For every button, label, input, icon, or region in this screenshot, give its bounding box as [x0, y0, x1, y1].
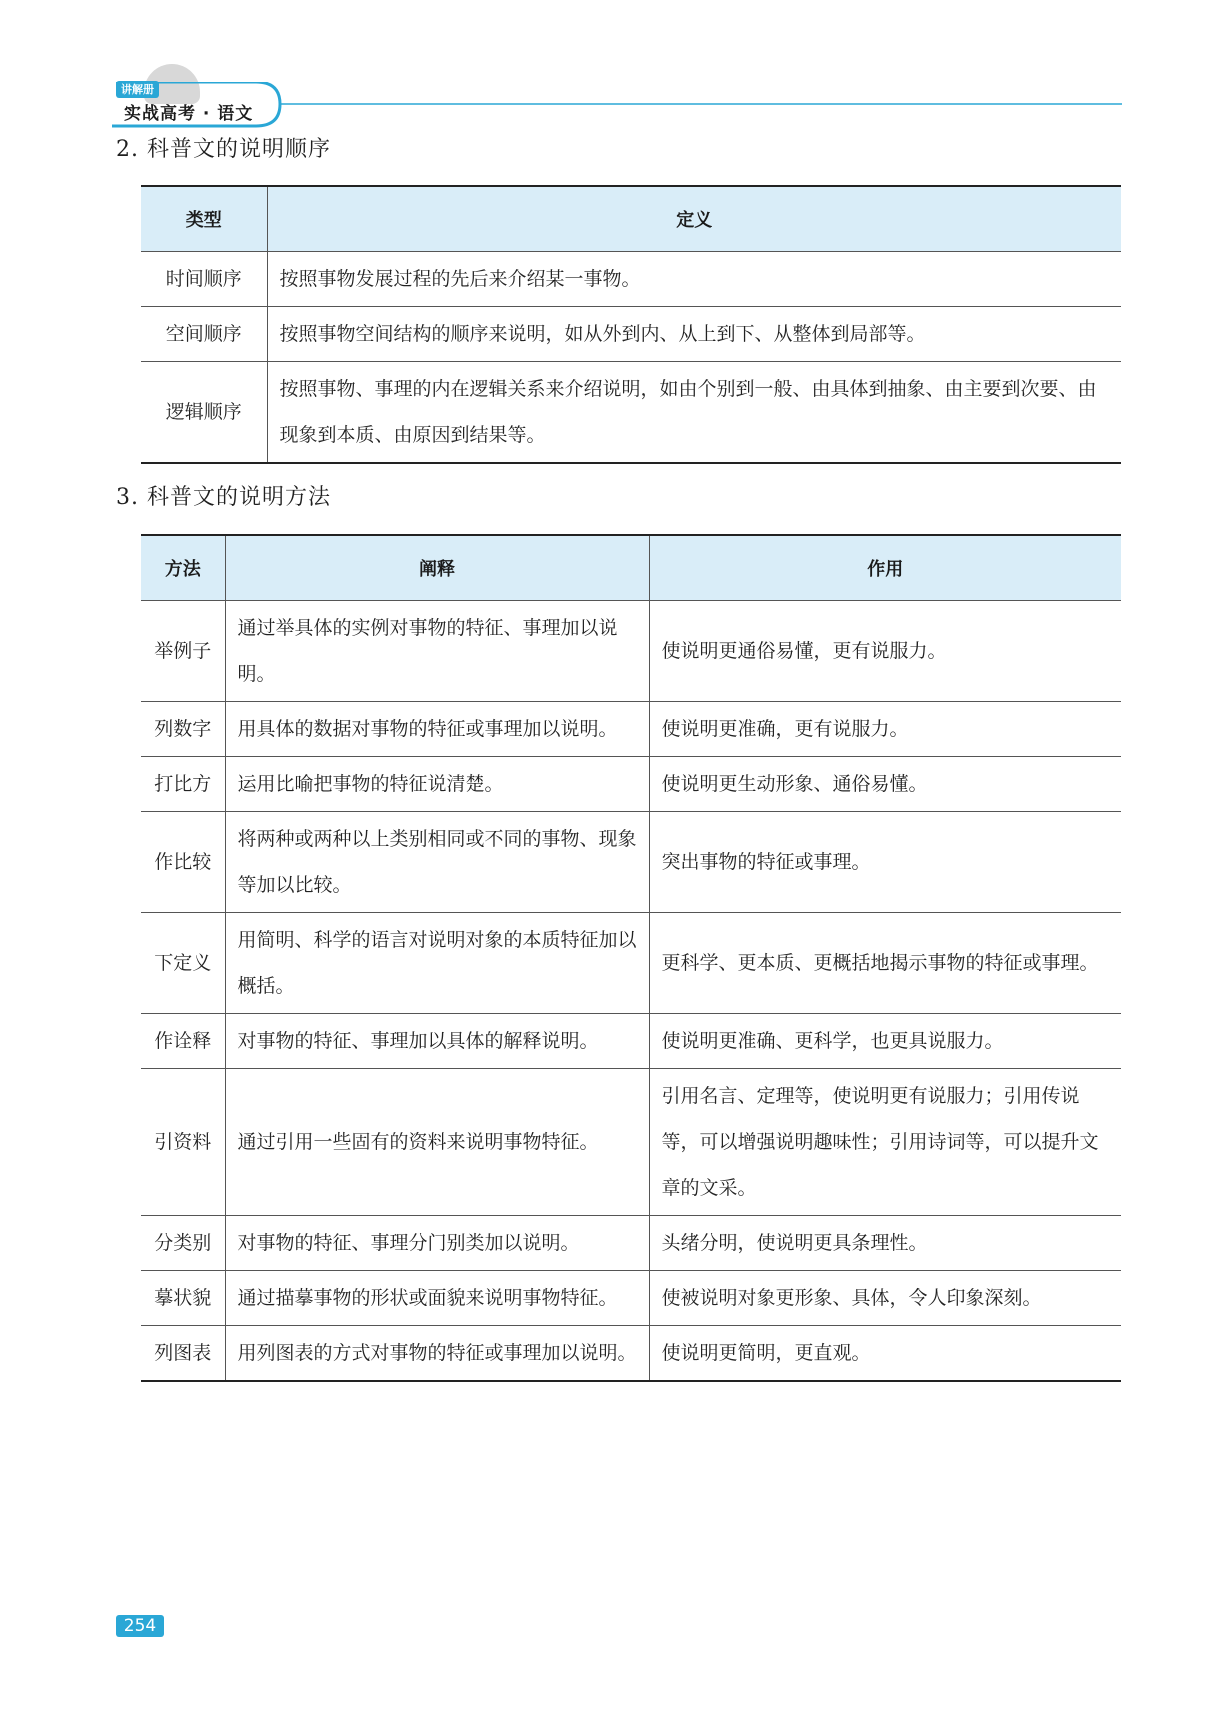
method-name-cell: 作比较: [141, 812, 225, 913]
column-header-effect: 作用: [649, 535, 1121, 601]
method-effect-cell: 使说明更简明，更直观。: [649, 1326, 1121, 1382]
column-header-type: 类型: [141, 186, 267, 252]
page-number: 254: [116, 1615, 164, 1637]
table-row: [141, 812, 1121, 913]
table-row: [141, 1326, 1121, 1382]
table-row: [141, 702, 1121, 757]
section-heading-methods: 3. 科普文的说明方法: [116, 485, 331, 510]
method-explanation-cell: 通过引用一些固有的资料来说明事物特征。: [225, 1069, 649, 1216]
method-name-cell: 举例子: [141, 601, 225, 702]
method-explanation-cell: 对事物的特征、事理加以具体的解释说明。: [225, 1014, 649, 1069]
explanation-order-table: [141, 185, 1121, 464]
table-row: [141, 362, 1121, 464]
order-type-cell: 空间顺序: [141, 307, 267, 362]
table-row: [141, 601, 1121, 702]
method-explanation-cell: 将两种或两种以上类别相同或不同的事物、现象等加以比较。: [225, 812, 649, 913]
column-header-explanation: 阐释: [225, 535, 649, 601]
method-effect-cell: 使被说明对象更形象、具体，令人印象深刻。: [649, 1271, 1121, 1326]
table-row: [141, 757, 1121, 812]
order-type-cell: 时间顺序: [141, 252, 267, 307]
method-explanation-cell: 用简明、科学的语言对说明对象的本质特征加以概括。: [225, 913, 649, 1014]
method-effect-cell: 使说明更生动形象、通俗易懂。: [649, 757, 1121, 812]
book-tag: 讲解册: [116, 81, 159, 98]
method-effect-cell: 使说明更准确，更有说服力。: [649, 702, 1121, 757]
order-definition-cell: 按照事物发展过程的先后来介绍某一事物。: [267, 252, 1121, 307]
order-definition-cell: 按照事物、事理的内在逻辑关系来介绍说明，如由个别到一般、由具体到抽象、由主要到次要、由现象到本质、由原因到结果等。: [267, 362, 1121, 464]
page-header: [112, 58, 1122, 128]
table-header-row: [141, 186, 1121, 252]
method-effect-cell: 头绪分明，使说明更具条理性。: [649, 1216, 1121, 1271]
column-header-definition: 定义: [267, 186, 1121, 252]
explanation-methods-table: [141, 534, 1121, 1382]
method-explanation-cell: 用具体的数据对事物的特征或事理加以说明。: [225, 702, 649, 757]
method-explanation-cell: 通过描摹事物的形状或面貌来说明事物特征。: [225, 1271, 649, 1326]
table-row: [141, 307, 1121, 362]
order-type-cell: 逻辑顺序: [141, 362, 267, 464]
table-row: [141, 1216, 1121, 1271]
method-explanation-cell: 对事物的特征、事理分门别类加以说明。: [225, 1216, 649, 1271]
method-effect-cell: 使说明更准确、更科学，也更具说服力。: [649, 1014, 1121, 1069]
column-header-method: 方法: [141, 535, 225, 601]
method-explanation-cell: 运用比喻把事物的特征说清楚。: [225, 757, 649, 812]
method-explanation-cell: 通过举具体的实例对事物的特征、事理加以说明。: [225, 601, 649, 702]
method-effect-cell: 使说明更通俗易懂，更有说服力。: [649, 601, 1121, 702]
table-row: [141, 913, 1121, 1014]
method-name-cell: 下定义: [141, 913, 225, 1014]
method-name-cell: 分类别: [141, 1216, 225, 1271]
method-effect-cell: 突出事物的特征或事理。: [649, 812, 1121, 913]
section-heading-order: 2. 科普文的说明顺序: [116, 137, 331, 162]
method-explanation-cell: 用列图表的方式对事物的特征或事理加以说明。: [225, 1326, 649, 1382]
table-header-row: [141, 535, 1121, 601]
method-name-cell: 引资料: [141, 1069, 225, 1216]
method-effect-cell: 引用名言、定理等，使说明更有说服力；引用传说等，可以增强说明趣味性；引用诗词等，可以提升文章的文采。: [649, 1069, 1121, 1216]
header-rule-line: [112, 82, 1122, 128]
table-row: [141, 1271, 1121, 1326]
method-name-cell: 摹状貌: [141, 1271, 225, 1326]
method-name-cell: 打比方: [141, 757, 225, 812]
table-row: [141, 1069, 1121, 1216]
method-name-cell: 列数字: [141, 702, 225, 757]
table-row: [141, 1014, 1121, 1069]
book-title: 实战高考 · 语文: [124, 104, 254, 124]
table-row: [141, 252, 1121, 307]
method-name-cell: 作诠释: [141, 1014, 225, 1069]
order-definition-cell: 按照事物空间结构的顺序来说明，如从外到内、从上到下、从整体到局部等。: [267, 307, 1121, 362]
method-effect-cell: 更科学、更本质、更概括地揭示事物的特征或事理。: [649, 913, 1121, 1014]
method-name-cell: 列图表: [141, 1326, 225, 1382]
